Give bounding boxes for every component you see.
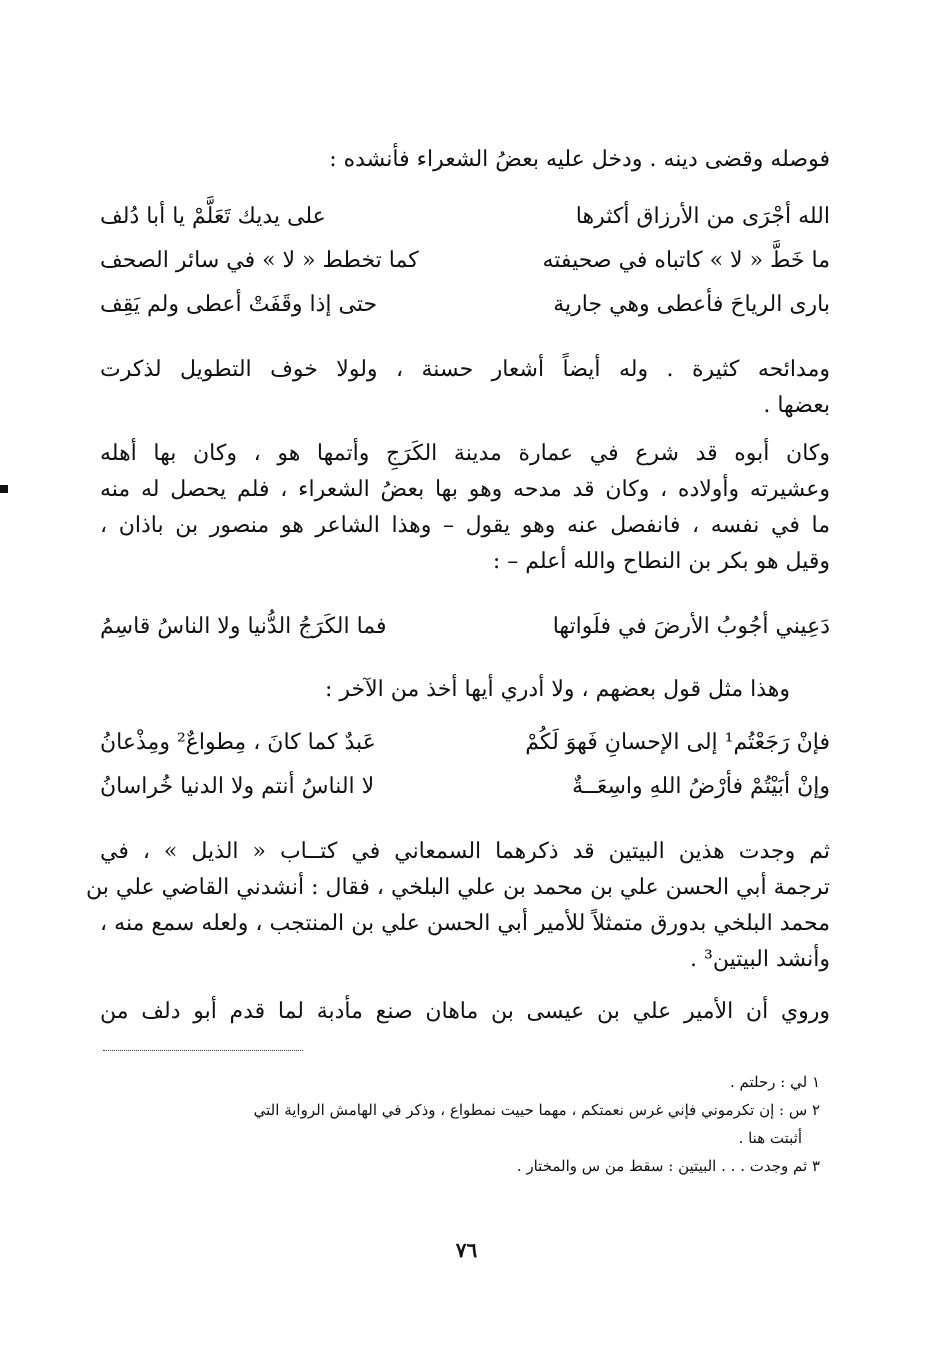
text-line: فوصله وقضى دينه . ودخل عليه بعضُ الشعراء فأنشده : — [329, 147, 830, 172]
verse-row — [100, 194, 830, 238]
paragraph-3 — [100, 672, 830, 708]
footnote-line: ١ لي : رحلتم . — [729, 1073, 820, 1091]
verse-row — [100, 282, 830, 326]
paragraph-2 — [100, 436, 830, 580]
footnotes — [100, 1068, 820, 1180]
verse-first-hemistich: بارى الرياحَ فأعطى وهي جارية — [553, 291, 830, 317]
page-number: ٧٦ — [455, 1238, 478, 1262]
paragraph-4 — [86, 834, 830, 978]
scan-edge-mark — [0, 485, 8, 493]
poem-block-3 — [100, 720, 830, 808]
footnote-line: ٢ س : إن تكرموني فإني غرس نعمتكم ، مهما حييت نمطواع ، وذكر في الهامش الرواية التي — [253, 1101, 820, 1119]
verse-row — [100, 604, 830, 648]
footnote-line: أثبتت هنا . — [738, 1129, 802, 1147]
verse-second-hemistich: على يديك تَعَلَّمْ يا أبا دُلف — [100, 203, 326, 229]
paragraph-1 — [100, 352, 830, 424]
text-line: وعشيرته وأولاده ، وكان قد مدحه وهو بها بعضُ الشعراء ، فلم يحصل له منه — [100, 477, 830, 502]
verse-second-hemistich: حتى إذا وقَفَتْ أعطى ولم يَقِف — [100, 291, 378, 317]
poem-block-1 — [100, 194, 830, 326]
verse-second-hemistich: لا الناسُ أنتم ولا الدنيا خُراسانُ — [100, 773, 375, 799]
text-line: وأنشد البيتين³ . — [690, 947, 830, 972]
verse-row — [100, 764, 830, 808]
text-line: محمد البلخي بدورق متمثلاً للأمير أبي الحسن علي بن المنتجب ، ولعله سمع منه ، — [100, 911, 830, 936]
verse-first-hemistich: الله أجْرَى من الأرزاق أكثرها — [575, 203, 830, 229]
text-line: وهذا مثل قول بعضهم ، ولا أدري أيها أخذ من الآخر : — [324, 677, 790, 702]
verse-row — [100, 720, 830, 764]
footnote-separator — [103, 1050, 303, 1051]
verse-second-hemistich: كما تخطط « لا » في سائر الصحف — [100, 247, 419, 273]
verse-row — [100, 238, 830, 282]
text-line: وكان أبوه قد شرع في عمارة مدينة الكَرَجِ وأتمها هو ، وكان بها أهله — [100, 441, 830, 466]
footnote-line: ٣ ثم وجدت . . . البيتين : سقط من س والمختار . — [516, 1157, 820, 1175]
text-line: ومدائحه كثيرة . وله أيضاً أشعار حسنة ، ولولا خوف التطويل لذكرت — [100, 357, 830, 382]
text-line: بعضها . — [763, 393, 830, 418]
verse-first-hemistich: دَعِيني أجُوبُ الأرضَ في فلَواتها — [552, 613, 830, 639]
poem-block-2 — [100, 604, 830, 648]
verse-second-hemistich: فما الكَرَجُ الدُّنيا ولا الناسُ قاسِمُ — [100, 613, 387, 639]
verse-first-hemistich: فإنْ رَجَعْتُم¹ إلى الإحسانِ فَهوَ لَكُمْ — [525, 729, 830, 755]
verse-second-hemistich: عَبدٌ كما كانَ ، مِطواعٌ² ومِذْعانُ — [100, 729, 376, 755]
text-line: وروي أن الأمير علي بن عيسى بن ماهان صنع مأدبة لما قدم أبو دلف من — [100, 999, 830, 1024]
text-line: ثم وجدت هذين البيتين قد ذكرهما السمعاني في كتــاب « الذيل » ، في — [100, 839, 830, 864]
verse-first-hemistich: ما خَطَّ « لا » كاتباه في صحيفته — [542, 247, 830, 273]
text-line: ما في نفسه ، فانفصل عنه وهو يقول – وهذا الشاعر هو منصور بن باذان ، — [100, 513, 830, 538]
text-line: وقيل هو بكر بن النطاح والله أعلم – : — [492, 549, 830, 574]
verse-first-hemistich: وإنْ أبَيْتُمْ فأرْضُ اللهِ واسِعَــةٌ — [572, 773, 830, 799]
text-line: ترجمة أبي الحسن علي بن محمد بن علي البلخي ، فقال : أنشدني القاضي علي بن — [86, 875, 830, 900]
intro-paragraph — [100, 142, 830, 178]
paragraph-5 — [100, 994, 830, 1030]
